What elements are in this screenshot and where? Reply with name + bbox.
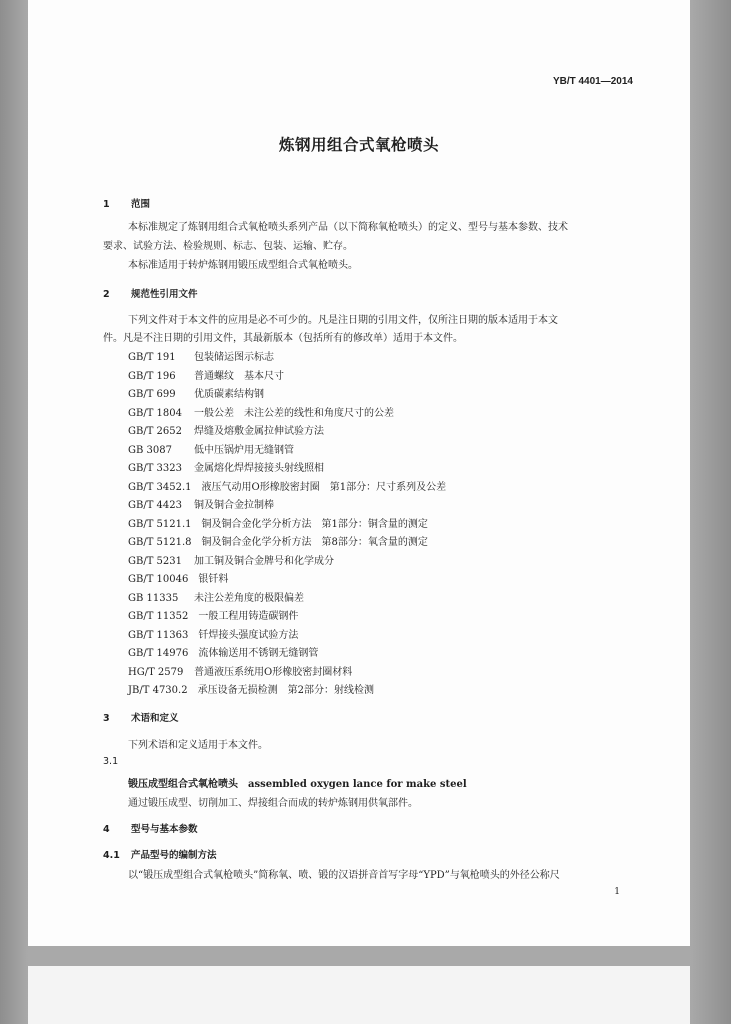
standard-code: YB/T 4401—2014: [552, 76, 633, 87]
term-zh: 锻压成型组合式氧枪喷头: [128, 779, 238, 790]
section-number: 2: [103, 289, 110, 300]
section-title: 范围: [131, 199, 151, 210]
paragraph: 要求、试验方法、检验规则、标志、包装、运输、贮存。: [103, 241, 353, 252]
section-title: 型号与基本参数: [131, 824, 198, 835]
reference-item: [128, 644, 318, 659]
ref-code: GB 11335: [128, 593, 179, 604]
paragraph: 件。凡是不注日期的引用文件，其最新版本（包括所有的修改单）适用于本文件。: [103, 333, 463, 344]
section-2-heading: [103, 286, 198, 300]
ref-code: GB/T 699: [128, 389, 176, 400]
reference-item: [128, 626, 298, 641]
ref-title: 铜及铜合金化学分析方法 第8部分：氧含量的测定: [201, 537, 428, 548]
ref-code: GB/T 5121.8: [128, 537, 192, 548]
reference-item: [128, 570, 228, 585]
reference-item: [128, 367, 284, 382]
paragraph: 本标准规定了炼钢用组合式氧枪喷头系列产品（以下简称氧枪喷头）的定义、型号与基本参数、技术: [128, 222, 568, 233]
ref-title: 液压气动用O形橡胶密封圈 第1部分：尺寸系列及公差: [201, 482, 447, 493]
term-en: assembled oxygen lance for make steel: [248, 779, 467, 790]
ref-code: GB/T 4423: [128, 500, 183, 511]
ref-code: GB/T 10046: [128, 574, 189, 585]
ref-title: 承压设备无损检测 第2部分：射线检测: [197, 685, 374, 696]
reference-item: [128, 589, 304, 604]
ref-code: GB/T 191: [128, 352, 176, 363]
subsection-4-1-heading: [103, 847, 217, 861]
section-number: 1: [103, 199, 110, 210]
reference-item: [128, 496, 274, 511]
paragraph: 下列文件对于本文件的应用是必不可少的。凡是注日期的引用文件，仅所注日期的版本适用于本文: [128, 315, 558, 326]
ref-title: 普通液压系统用O形橡胶密封圈材料: [194, 667, 353, 678]
ref-code: GB/T 3323: [128, 463, 183, 474]
next-page-preview: [28, 966, 690, 1024]
paragraph: 下列术语和定义适用于本文件。: [128, 740, 268, 751]
section-1-heading: [103, 196, 150, 210]
reference-item: [128, 552, 334, 567]
ref-code: GB/T 5231: [128, 556, 183, 567]
reference-item: [128, 459, 324, 474]
section-title: 术语和定义: [131, 713, 179, 724]
ref-title: 加工铜及铜合金牌号和化学成分: [194, 556, 334, 567]
paragraph: 本标准适用于转炉炼钢用锻压成型组合式氧枪喷头。: [128, 260, 358, 271]
reference-item: [128, 348, 274, 363]
document-page: [28, 0, 690, 946]
ref-title: 低中压锅炉用无缝钢管: [194, 445, 294, 456]
section-title: 产品型号的编制方法: [131, 850, 217, 861]
reference-item: [128, 404, 394, 419]
ref-title: 银钎料: [198, 574, 229, 585]
paragraph: 以“锻压成型组合式氧枪喷头”简称氧、喷、锻的汉语拼音首写字母“YPD”与氧枪喷头的外径公称尺: [128, 870, 560, 881]
ref-title: 焊缝及熔敷金属拉伸试验方法: [194, 426, 324, 437]
ref-code: GB/T 196: [128, 371, 176, 382]
reference-item: [128, 663, 352, 678]
section-3-heading: [103, 710, 179, 724]
ref-title: 铜及铜合金化学分析方法 第1部分：铜含量的测定: [201, 519, 428, 530]
section-number: 3: [103, 713, 110, 724]
ref-code: GB/T 3452.1: [128, 482, 192, 493]
ref-title: 优质碳素结构钢: [194, 389, 264, 400]
reference-item: [128, 515, 428, 530]
ref-code: GB/T 2652: [128, 426, 183, 437]
ref-code: HG/T 2579: [128, 667, 184, 678]
term-definition: 通过锻压成型、切削加工、焊接组合而成的转炉炼钢用供氧部件。: [128, 798, 418, 809]
ref-title: 未注公差角度的极限偏差: [194, 593, 304, 604]
section-number: 4: [103, 824, 110, 835]
ref-code: GB/T 11363: [128, 630, 189, 641]
reference-item: [128, 533, 428, 548]
reference-item: [128, 607, 298, 622]
reference-item: [128, 422, 324, 437]
ref-title: 包装储运图示标志: [194, 352, 274, 363]
ref-code: GB/T 11352: [128, 611, 189, 622]
page-number: 1: [614, 887, 620, 897]
ref-title: 一般工程用铸造碳钢件: [198, 611, 299, 622]
ref-title: 一般公差 未注公差的线性和角度尺寸的公差: [194, 408, 394, 419]
ref-code: JB/T 4730.2: [128, 685, 188, 696]
section-4-heading: [103, 821, 198, 835]
ref-title: 铜及铜合金拉制棒: [194, 500, 274, 511]
ref-code: GB 3087: [128, 445, 172, 456]
section-title: 规范性引用文件: [131, 289, 198, 300]
document-title: 炼钢用组合式氧枪喷头: [278, 136, 439, 154]
ref-code: GB/T 1804: [128, 408, 183, 419]
ref-title: 普通螺纹 基本尺寸: [194, 371, 284, 382]
reference-item: [128, 478, 446, 493]
clause-number: 3.1: [103, 756, 119, 767]
term: [128, 775, 467, 790]
ref-code: GB/T 14976: [128, 648, 189, 659]
reference-item: [128, 441, 294, 456]
ref-code: GB/T 5121.1: [128, 519, 192, 530]
ref-title: 金属熔化焊焊接接头射线照相: [194, 463, 324, 474]
reference-item: [128, 385, 264, 400]
ref-title: 流体输送用不锈钢无缝钢管: [198, 648, 319, 659]
reference-item: [128, 681, 374, 696]
ref-title: 钎焊接头强度试验方法: [198, 630, 299, 641]
section-number: 4.1: [103, 850, 120, 861]
